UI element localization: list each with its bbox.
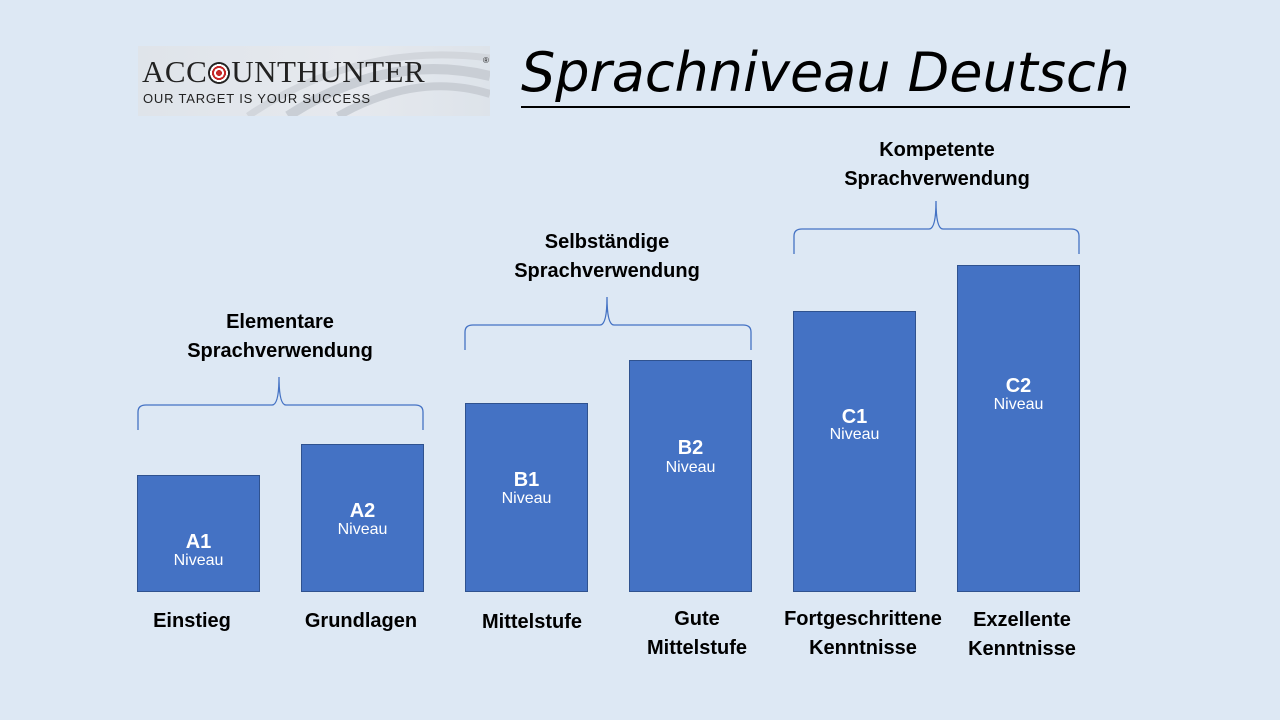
- brace-competent: [794, 201, 1079, 254]
- level-bar-b1: B1 Niveau: [465, 403, 588, 592]
- level-label-c1: Fortgeschrittene Kenntnisse: [784, 608, 942, 659]
- level-label-b2: Gute Mittelstufe: [647, 608, 747, 659]
- level-bar-a1: A1 Niveau: [137, 475, 260, 592]
- group-label-elementary: Elementare Sprachverwendung: [187, 311, 373, 362]
- level-label-a2: Grundlagen: [304, 610, 418, 632]
- level-bar-a2: A2 Niveau: [301, 444, 424, 592]
- level-label-c2: Exzellente Kenntnisse: [968, 609, 1076, 660]
- level-label-b1: Mittelstufe: [482, 611, 582, 633]
- group-label-competent: Kompetente Sprachverwendung: [844, 139, 1030, 190]
- level-label-a1: Einstieg: [153, 610, 231, 632]
- registered-mark: ®: [483, 56, 489, 65]
- logo-wordmark: ACC UNTHUNTER: [142, 54, 426, 89]
- brace-elementary: [138, 377, 423, 430]
- level-bar-c1: C1 Niveau: [793, 311, 916, 592]
- brace-independent: [465, 297, 751, 350]
- level-bar-c2: C2 Niveau: [957, 265, 1080, 592]
- group-label-independent: Selbständige Sprachverwendung: [514, 231, 700, 282]
- logo-tagline: OUR TARGET IS YOUR SUCCESS: [143, 91, 371, 106]
- page-title: Sprachniveau Deutsch: [521, 40, 1130, 108]
- level-bar-b2: B2 Niveau: [629, 360, 752, 592]
